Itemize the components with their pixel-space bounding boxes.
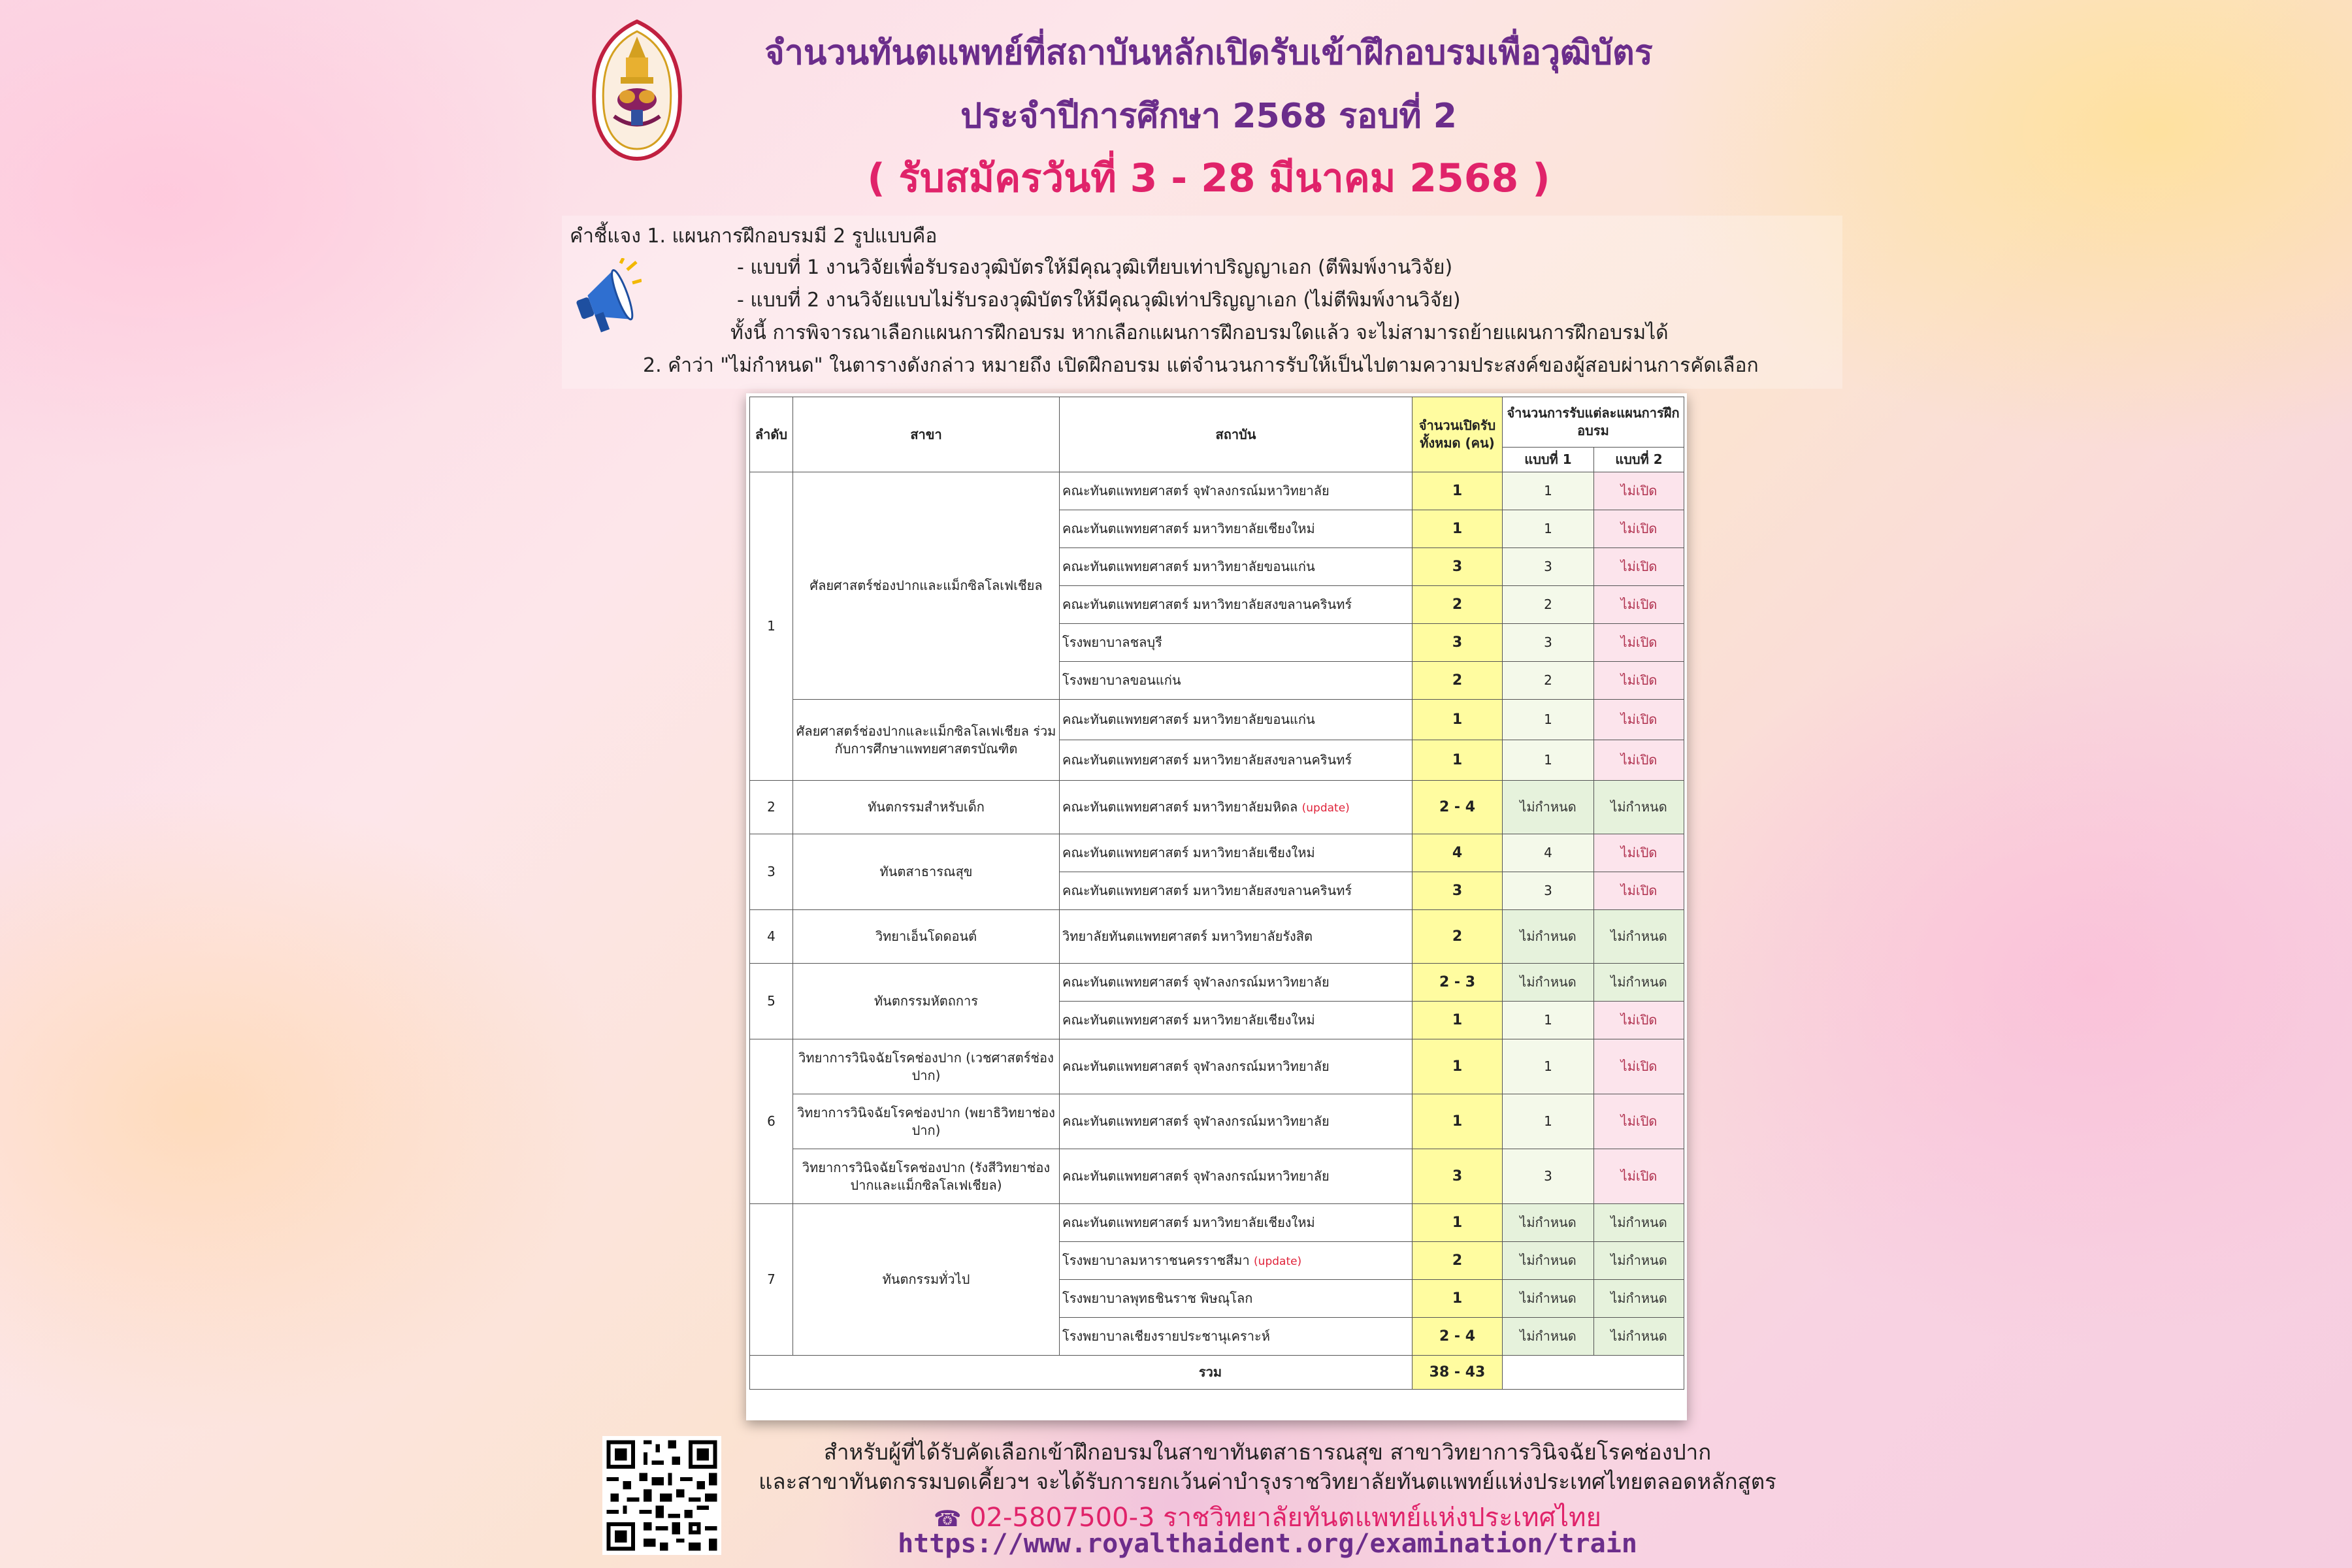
plan2-cell: ไม่เปิด [1594,740,1684,781]
row-no: 5 [750,964,793,1039]
institute-cell: คณะทันตแพทยศาสตร์ มหาวิทยาลัยสงขลานครินทร์ [1060,740,1413,781]
header-institute: สถาบัน [1060,397,1413,472]
plan1-cell: ไม่กำหนด [1503,910,1594,964]
branch-cell: ทันตกรรมหัตถการ [793,964,1060,1039]
total-cell: 3 [1413,872,1503,910]
institute-cell: คณะทันตแพทยศาสตร์ มหาวิทยาลัยเชียงใหม่ [1060,510,1413,548]
branch-cell: ศัลยศาสตร์ช่องปากและแม็กซิลโลเฟเชียล [793,472,1060,700]
plan2-cell: ไม่เปิด [1594,662,1684,700]
row-no: 7 [750,1204,793,1356]
update-tag: (update) [1301,802,1350,815]
institute-name: คณะทันตแพทยศาสตร์ มหาวิทยาลัยมหิดล [1062,799,1298,815]
plan2-cell: ไม่กำหนด [1594,781,1684,834]
institute-cell: คณะทันตแพทยศาสตร์ จุฬาลงกรณ์มหาวิทยาลัย [1060,1149,1413,1204]
institute-cell [1060,1242,1413,1280]
plan1-cell: ไม่กำหนด [1503,1242,1594,1280]
institute-cell [1060,781,1413,834]
institute-cell: คณะทันตแพทยศาสตร์ มหาวิทยาลัยเชียงใหม่ [1060,1002,1413,1039]
plan2-cell: ไม่กำหนด [1594,910,1684,964]
total-cell: 4 [1413,834,1503,872]
institute-cell: คณะทันตแพทยศาสตร์ มหาวิทยาลัยขอนแก่น [1060,700,1413,740]
plan2-cell: ไม่กำหนด [1594,1242,1684,1280]
note-line-5: 2. คำว่า "ไม่กำหนด" ในตารางดังกล่าว หมายถึง เปิดฝึกอบรม แต่จำนวนการรับให้เป็นไปตามความประสงค์ของผู้สอบผ่านการคัดเลือก [643,354,1759,377]
header-branch: สาขา [793,397,1060,472]
plan1-cell: 1 [1503,1002,1594,1039]
plan1-cell: 4 [1503,834,1594,872]
plan2-cell: ไม่เปิด [1594,586,1684,624]
total-cell: 2 [1413,910,1503,964]
plan1-cell: 1 [1503,740,1594,781]
branch-cell: ทันตกรรมทั่วไป [793,1204,1060,1356]
institute-cell: คณะทันตแพทยศาสตร์ มหาวิทยาลัยสงขลานครินทร์ [1060,872,1413,910]
note-line-2: - แบบที่ 1 งานวิจัยเพื่อรับรองวุฒิบัตรให้มีคุณวุฒิเทียบเท่าปริญญาเอก (ตีพิมพ์งานวิจัย) [737,256,1453,279]
plan1-cell: 3 [1503,872,1594,910]
institute-cell: คณะทันตแพทยศาสตร์ จุฬาลงกรณ์มหาวิทยาลัย [1060,1039,1413,1094]
branch-cell: วิทยาการวินิจฉัยโรคช่องปาก (พยาธิวิทยาช่องปาก) [793,1094,1060,1149]
plan1-cell: 2 [1503,586,1594,624]
plan2-cell: ไม่กำหนด [1594,1318,1684,1356]
update-tag: (update) [1254,1255,1302,1268]
application-period: ( รับสมัครวันที่ 3 - 28 มีนาคม 2568 ) [867,155,1550,201]
plan2-cell: ไม่เปิด [1594,472,1684,510]
total-cell: 2 [1413,586,1503,624]
plan2-cell: ไม่เปิด [1594,624,1684,662]
quota-table [749,397,1684,1390]
megaphone-icon [570,258,642,336]
plan2-cell: ไม่เปิด [1594,872,1684,910]
plan1-cell: 3 [1503,1149,1594,1204]
plan1-cell: 2 [1503,662,1594,700]
total-cell: 1 [1413,700,1503,740]
header-plan-group: จำนวนการรับแต่ละแผนการฝึกอบรม [1503,397,1684,448]
plan1-cell: ไม่กำหนด [1503,1204,1594,1242]
institute-name: โรงพยาบาลมหาราชนครราชสีมา [1062,1252,1250,1268]
page-subtitle: ประจำปีการศึกษา 2568 รอบที่ 2 [960,97,1457,136]
plan1-cell: 1 [1503,1094,1594,1149]
plan1-cell: 1 [1503,472,1594,510]
plan1-cell: 1 [1503,510,1594,548]
page-title: จำนวนทันตแพทย์ที่สถาบันหลักเปิดรับเข้าฝึกอบรมเพื่อวุฒิบัตร [764,33,1653,73]
phone-icon: ☎ [934,1506,962,1532]
plan2-cell: ไม่เปิด [1594,548,1684,586]
plan2-cell: ไม่กำหนด [1594,1280,1684,1318]
footer-note-line-1: สำหรับผู้ที่ได้รับคัดเลือกเข้าฝึกอบรมในสาขาทันตสาธารณสุข สาขาวิทยาการวินิจฉัยโรคช่องปาก [823,1439,1712,1465]
plan1-cell: ไม่กำหนด [1503,1280,1594,1318]
institute-cell: วิทยาลัยทันตแพทยศาสตร์ มหาวิทยาลัยรังสิต [1060,910,1413,964]
plan1-cell: ไม่กำหนด [1503,1318,1594,1356]
institute-cell: คณะทันตแพทยศาสตร์ มหาวิทยาลัยขอนแก่น [1060,548,1413,586]
plan2-cell: ไม่เปิด [1594,1149,1684,1204]
branch-cell: ศัลยศาสตร์ช่องปากและแม็กซิลโลเฟเชียล ร่วมกับการศึกษาแพทยศาสตรบัณฑิต [793,700,1060,781]
branch-cell: ทันตกรรมสำหรับเด็ก [793,781,1060,834]
branch-cell: วิทยาการวินิจฉัยโรคช่องปาก (รังสีวิทยาช่องปากและแม็กซิลโลเฟเชียล) [793,1149,1060,1204]
branch-cell: วิทยาการวินิจฉัยโรคช่องปาก (เวชศาสตร์ช่องปาก) [793,1039,1060,1094]
total-cell: 1 [1413,510,1503,548]
institute-cell: คณะทันตแพทยศาสตร์ มหาวิทยาลัยสงขลานครินทร์ [1060,586,1413,624]
row-no: 1 [750,472,793,781]
plan1-cell: 3 [1503,548,1594,586]
header-plan-2: แบบที่ 2 [1594,448,1684,472]
plan2-cell: ไม่เปิด [1594,510,1684,548]
total-cell: 2 - 3 [1413,964,1503,1002]
note-line-4: ทั้งนี้ การพิจารณาเลือกแผนการฝึกอบรม หากเลือกแผนการฝึกอบรมใดแล้ว จะไม่สามารถย้ายแผนการฝึกอบรมได้ [730,321,1669,344]
total-cell: 1 [1413,740,1503,781]
college-seal-logo [588,18,686,162]
phone-text: 02-5807500-3 ราชวิทยาลัยทันตแพทย์แห่งประเทศไทย [970,1503,1601,1533]
total-cell: 1 [1413,1204,1503,1242]
plan2-cell: ไม่กำหนด [1594,964,1684,1002]
plan1-cell: ไม่กำหนด [1503,964,1594,1002]
institute-cell: คณะทันตแพทยศาสตร์ จุฬาลงกรณ์มหาวิทยาลัย [1060,472,1413,510]
plan1-cell: ไม่กำหนด [1503,781,1594,834]
institute-cell: โรงพยาบาลพุทธชินราช พิษณุโลก [1060,1280,1413,1318]
total-cell: 1 [1413,1094,1503,1149]
row-no: 3 [750,834,793,910]
header-plan-1: แบบที่ 1 [1503,448,1594,472]
total-cell: 2 - 4 [1413,781,1503,834]
institute-cell: คณะทันตแพทยศาสตร์ มหาวิทยาลัยเชียงใหม่ [1060,1204,1413,1242]
total-cell: 2 [1413,662,1503,700]
plan1-cell: 1 [1503,700,1594,740]
institute-cell: โรงพยาบาลชลบุรี [1060,624,1413,662]
total-cell: 3 [1413,1149,1503,1204]
row-no: 4 [750,910,793,964]
total-cell: 1 [1413,472,1503,510]
institute-cell: คณะทันตแพทยศาสตร์ จุฬาลงกรณ์มหาวิทยาลัย [1060,1094,1413,1149]
total-cell: 2 [1413,1242,1503,1280]
header-total: จำนวนเปิดรับทั้งหมด (คน) [1413,397,1503,472]
note-line-1: คำชี้แจง 1. แผนการฝึกอบรมมี 2 รูปแบบคือ [570,225,938,248]
sum-value: 38 - 43 [1413,1356,1503,1390]
header-no: ลำดับ [750,397,793,472]
total-cell: 1 [1413,1039,1503,1094]
sum-blank [1503,1356,1684,1390]
plan1-cell: 3 [1503,624,1594,662]
plan2-cell: ไม่เปิด [1594,1094,1684,1149]
institute-cell: โรงพยาบาลขอนแก่น [1060,662,1413,700]
quota-table-panel [746,393,1687,1420]
plan2-cell: ไม่เปิด [1594,700,1684,740]
plan2-cell: ไม่เปิด [1594,1002,1684,1039]
institute-cell: โรงพยาบาลเชียงรายประชานุเคราะห์ [1060,1318,1413,1356]
website-link[interactable]: https://www.royalthaident.org/examination/train [898,1529,1637,1559]
plan1-cell: 1 [1503,1039,1594,1094]
total-cell: 3 [1413,624,1503,662]
institute-cell: คณะทันตแพทยศาสตร์ มหาวิทยาลัยเชียงใหม่ [1060,834,1413,872]
plan2-cell: ไม่กำหนด [1594,1204,1684,1242]
row-no: 2 [750,781,793,834]
total-cell: 1 [1413,1002,1503,1039]
note-line-3: - แบบที่ 2 งานวิจัยแบบไม่รับรองวุฒิบัตรให้มีคุณวุฒิเท่าปริญญาเอก (ไม่ตีพิมพ์งานวิจัย) [737,289,1461,312]
plan2-cell: ไม่เปิด [1594,834,1684,872]
branch-cell: วิทยาเอ็นโดดอนต์ [793,910,1060,964]
footer-note-line-2: และสาขาทันตกรรมบดเคี้ยวฯ จะได้รับการยกเว้นค่าบำรุงราชวิทยาลัยทันตแพทย์แห่งประเทศไทยตลอดหลักสูตร [759,1469,1776,1494]
qr-code-icon[interactable] [602,1436,721,1555]
sum-label: รวม [750,1356,1413,1390]
row-no: 6 [750,1039,793,1204]
total-cell: 3 [1413,548,1503,586]
total-cell: 2 - 4 [1413,1318,1503,1356]
total-cell: 1 [1413,1280,1503,1318]
branch-cell: ทันตสาธารณสุข [793,834,1060,910]
plan2-cell: ไม่เปิด [1594,1039,1684,1094]
institute-cell: คณะทันตแพทยศาสตร์ จุฬาลงกรณ์มหาวิทยาลัย [1060,964,1413,1002]
